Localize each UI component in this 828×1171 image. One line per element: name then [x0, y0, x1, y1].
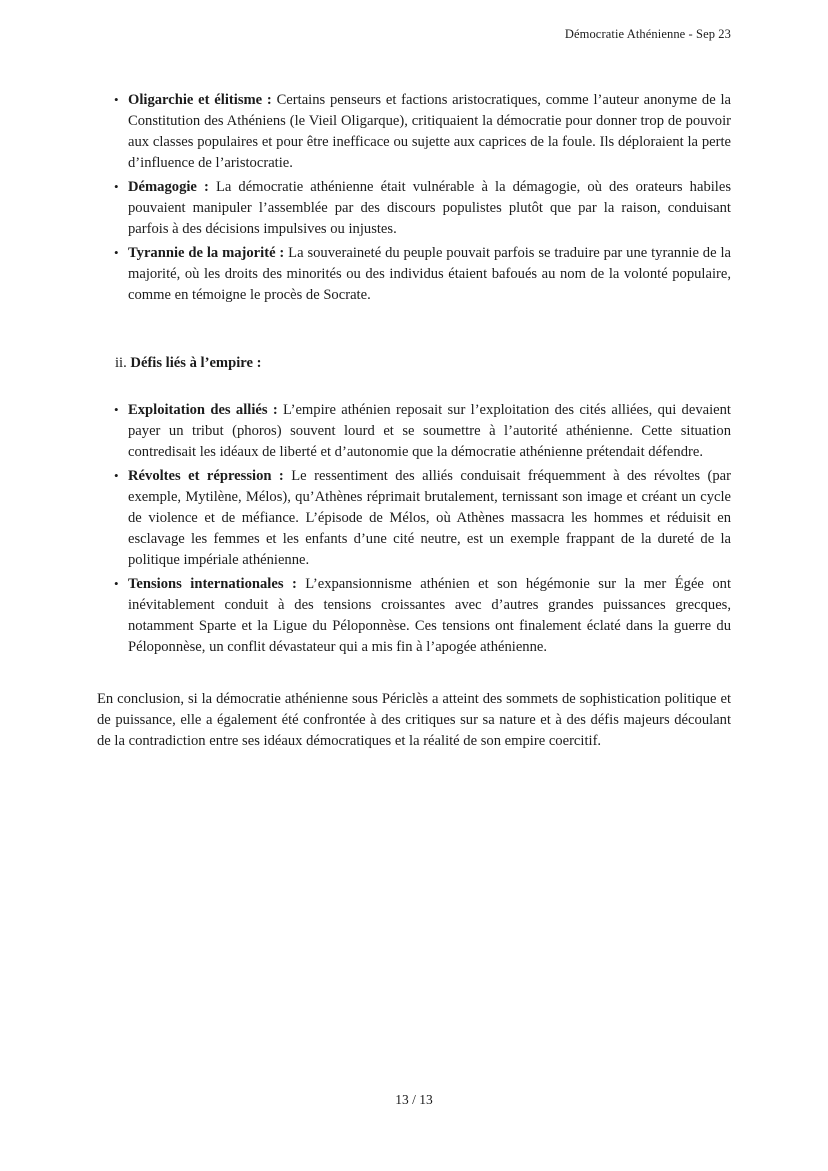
list-item: [128, 574, 731, 658]
page-number: 13 / 13: [395, 1092, 433, 1107]
page-footer: [0, 1092, 828, 1108]
list-item-label: Démagogie :: [128, 179, 209, 195]
list-item-text: Le ressentiment des alliés conduisait fréquemment à des révoltes (par exemple, Mytilène, Mélos), qu’Athènes réprimait brutalement, ternissant son image et créant un cycle de violence et de méfiance. L’épisode de Mélos, où Athènes massacra les hommes et réduisit en esclavage les femmes et les enfants d’une cité neutre, est un exemple frappant de la dureté de la politique impériale athénienne.: [128, 468, 732, 568]
list-item-label: Exploitation des alliés :: [128, 402, 278, 418]
list-item-text: L’expansionnisme athénien et son hégémonie sur la mer Égée ont inévitablement conduit à des tensions croissantes avec d’autres grandes puissances grecques, notamment Sparte et la Ligue du Péloponnèse. Ces tensions ont finalement éclaté dans la guerre du Péloponnèse, un conflit dévastateur qui a mis fin à l’apogée athénienne.: [128, 576, 731, 655]
list-item-text: L’empire athénien reposait sur l’exploitation des cités alliées, qui devaient payer un tribut (phoros) souvent lourd et se soumettre à l’autorité athénienne. Cette situation contredisait les idéaux de liberté et d’autonomie que la démocratie athénienne prétendait défendre.: [128, 402, 731, 460]
list-item-text: La souveraineté du peuple pouvait parfois se traduire par une tyrannie de la majorité, où les droits des minorités ou des individus étaient bafoués au nom de la volonté populaire, comme en témoigne le procès de Socrate.: [128, 245, 731, 303]
page-header: [97, 27, 731, 42]
list-item: [128, 400, 731, 463]
list-item-text: La démocratie athénienne était vulnérable à la démagogie, où des orateurs habiles pouvaient manipuler l’assemblée par des discours populistes plutôt que par la raison, conduisant parfois à des décisions impulsives ou injustes.: [128, 179, 732, 237]
conclusion-paragraph: En conclusion, si la démocratie athénienne sous Périclès a atteint des sommets de sophistication politique et de puissance, elle a également été confrontée à des critiques sur sa nature et à des défis majeurs découlant de la contradiction entre ses idéaux démocratiques et la réalité de son empire coercitif.: [97, 691, 731, 749]
list-item: [128, 243, 731, 306]
header-title: Démocratie Athénienne - Sep 23: [564, 27, 731, 41]
critiques-list: [97, 90, 731, 306]
section-title: Défis liés à l’empire :: [130, 355, 262, 371]
section-heading: [97, 353, 731, 374]
section-number: ii.: [115, 355, 127, 371]
list-item-label: Tensions internationales :: [128, 576, 297, 592]
list-item-label: Oligarchie et élitisme :: [128, 92, 272, 108]
list-item-label: Révoltes et répression :: [128, 468, 284, 484]
list-item-label: Tyrannie de la majorité :: [128, 245, 285, 261]
list-item-text: Certains penseurs et factions aristocratiques, comme l’auteur anonyme de la Constitution des Athéniens (le Vieil Oligarque), critiquaient la démocratie pour donner trop de pouvoir aux classes populaires et pour être inefficace ou sujette aux caprices de la foule. Ils déploraient la perte d’influence de l’aristocratie.: [128, 92, 731, 171]
list-item: [128, 177, 731, 240]
empire-list: [97, 400, 731, 658]
list-item: [128, 466, 731, 571]
list-item: [128, 90, 731, 174]
document-content: [97, 90, 731, 752]
